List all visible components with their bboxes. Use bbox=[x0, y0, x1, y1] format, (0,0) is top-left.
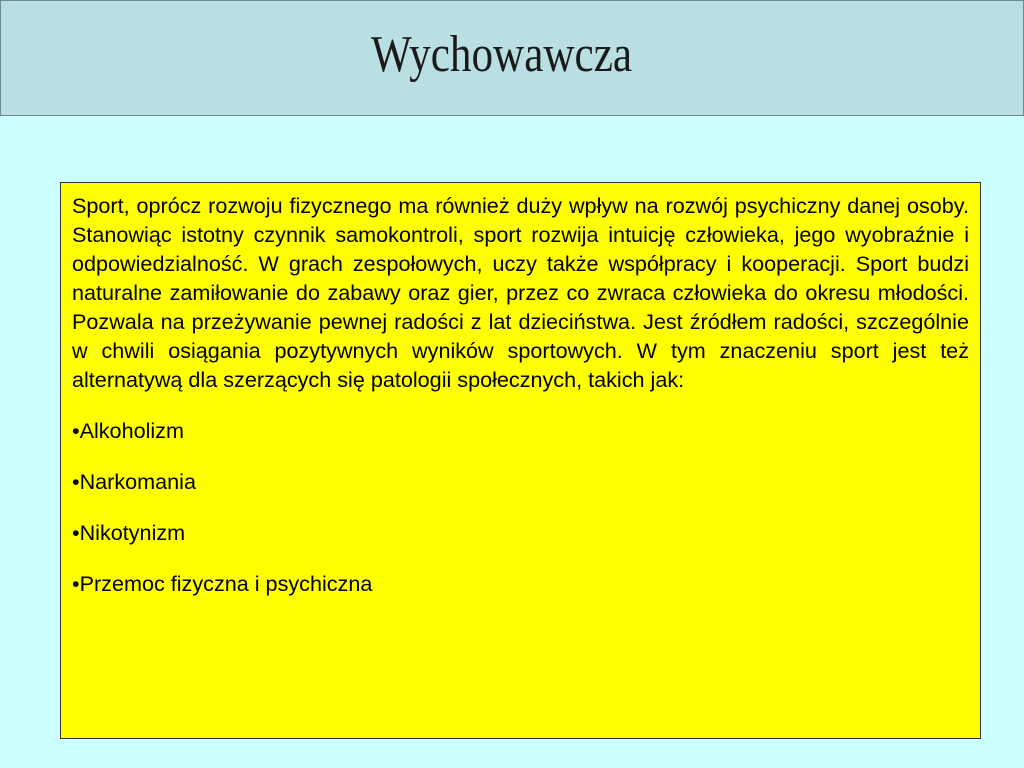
content-box bbox=[60, 182, 981, 739]
list-item bbox=[72, 467, 969, 496]
list-item bbox=[72, 518, 969, 547]
list-item bbox=[72, 416, 969, 445]
bullet-icon: • bbox=[72, 571, 80, 596]
bullet-icon: • bbox=[72, 469, 80, 494]
slide-title: Wychowawcza bbox=[371, 26, 633, 83]
list-item-label: Nikotynizm bbox=[79, 520, 186, 545]
bullet-list bbox=[72, 416, 969, 598]
list-item-label: Alkoholizm bbox=[79, 418, 184, 443]
bullet-icon: • bbox=[72, 520, 80, 545]
body-paragraph: Sport, oprócz rozwoju fizycznego ma również duży wpływ na rozwój psychiczny danej osoby. Stanowiąc istotny czynnik samokontroli, sport rozwija intuicję człowieka, jego wyobraźnie i odpowiedzialność. W grach zespołowych, uczy także współpracy i kooperacji. Sport budzi naturalne zamiłowanie do zabawy oraz gier, przez co zwraca człowieka do okresu młodości. Pozwala na przeżywanie pewnej radości z lat dzieciństwa. Jest źródłem radości, szczególnie w chwili osiągania pozytywnych wyników sportowych. W tym znaczeniu sport jest też alternatywą dla szerzących się patologii społecznych, takich jak: bbox=[72, 193, 969, 392]
list-item-label: Narkomania bbox=[79, 469, 196, 494]
title-bar bbox=[0, 0, 1024, 116]
list-item-label: Przemoc fizyczna i psychiczna bbox=[79, 571, 373, 596]
list-item bbox=[72, 569, 969, 598]
bullet-icon: • bbox=[72, 418, 80, 443]
